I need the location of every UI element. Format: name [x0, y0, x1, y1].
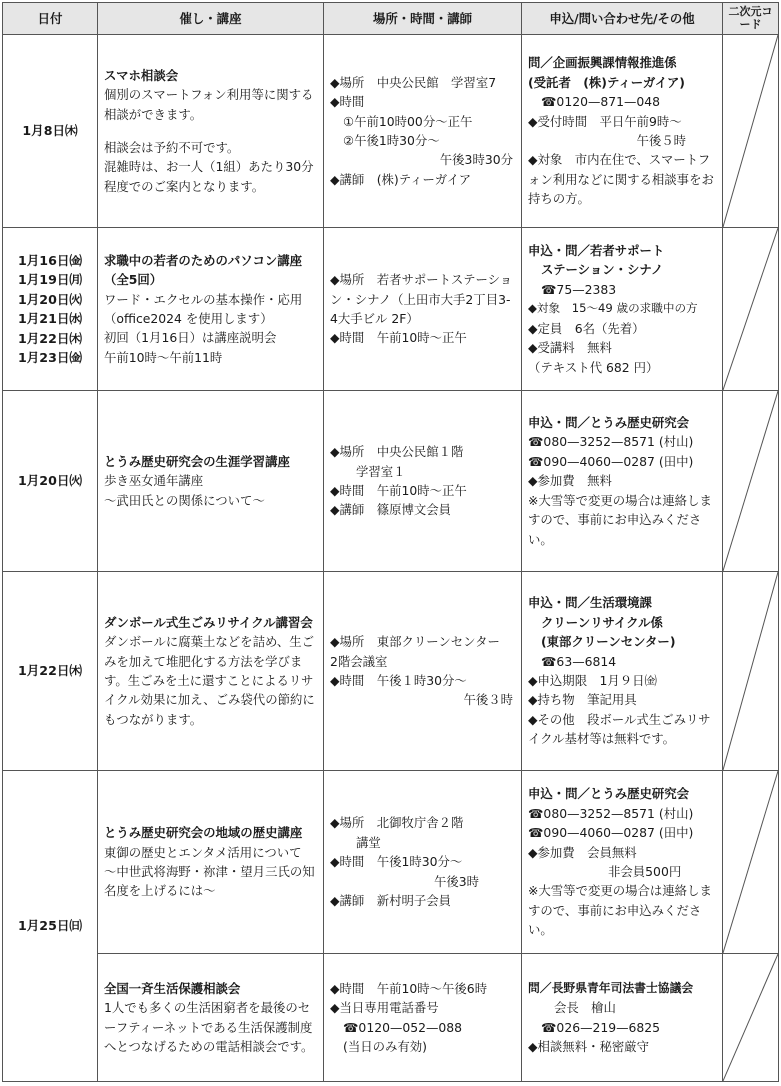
place-line: 午後3時30分	[439, 152, 513, 168]
contact-line: 午後５時	[636, 133, 686, 148]
qr-code-cell	[723, 228, 779, 391]
table-row	[3, 391, 779, 572]
event-body: 1人でも多くの生活困窮者を最後のセーフティーネットである生活保護制度へとつなげるための電話相談会です。	[104, 1000, 314, 1054]
place-line: 午後３時	[463, 692, 513, 708]
place-line: ◆当日専用電話番号	[330, 1000, 439, 1016]
date-cell	[3, 228, 98, 391]
place-line: 午後3時	[433, 873, 479, 889]
qr-placeholder-slash	[723, 771, 778, 953]
date-text: 1月16日㈮	[17, 252, 83, 268]
event-body: 相談会は予約不可です。	[104, 140, 240, 155]
date-text: 1月25日㈰	[17, 918, 83, 934]
qr-placeholder-slash	[723, 35, 778, 227]
event-title: 求職中の若者のためのパソコン講座（全5回）	[104, 252, 303, 288]
qr-code-cell	[723, 572, 779, 771]
place-line: 学習室１	[356, 463, 406, 479]
place-line: ◆場所 東部クリーンセンター 2階会議室	[330, 634, 513, 669]
place-line: ◆場所 北御牧庁舎２階	[330, 815, 464, 831]
contact-line: クリーンリサイクル係	[541, 614, 663, 630]
contact-line: ◆受講料 無料	[528, 340, 612, 356]
qr-code-cell	[723, 954, 779, 1082]
contact-line: (受託者 (株)ティーガイア)	[528, 74, 685, 90]
event-cell	[98, 391, 324, 572]
place-line: ◆講師 篠原博文会員	[330, 502, 452, 518]
place-cell	[324, 771, 522, 954]
place-line: (当日のみ有効)	[343, 1038, 428, 1054]
contact-line: 問／長野県青年司法書士協議会	[528, 980, 694, 995]
event-body: ～中世武将海野・祢津・望月三氏の知名度を上げるには～	[104, 864, 315, 899]
table-row	[3, 572, 779, 771]
table-row	[3, 228, 779, 391]
place-line: ◆場所 若者サポートステーション・シナノ（上田市大手2丁目3-4大手ビル 2F）	[330, 272, 513, 326]
place-line: ◆時間 午後１時30分～	[330, 673, 467, 688]
contact-cell	[522, 954, 723, 1082]
contact-line: ◆参加費 無料	[528, 473, 612, 489]
contact-line: 申込・問／若者サポート	[528, 243, 665, 259]
event-schedule-sheet	[2, 2, 778, 1082]
place-line: ①午前10時00分～正午	[343, 113, 473, 129]
contact-cell	[522, 228, 723, 391]
place-line: ◆時間	[330, 94, 365, 110]
place-line: ◆時間 午前10時～正午	[330, 330, 467, 346]
contact-line: 申込・問／とうみ歴史研究会	[528, 415, 690, 431]
place-cell	[324, 954, 522, 1082]
contact-phone: ☎090—4060—0287 (田中)	[528, 825, 694, 841]
contact-line: ◆定員 6名（先着）	[528, 320, 645, 336]
contact-line: 非会員500円	[608, 864, 682, 879]
place-line: ◆時間 午前10時～正午	[330, 483, 467, 498]
qr-code-cell	[723, 391, 779, 572]
contact-phone: ☎0120—871—048	[541, 94, 661, 110]
contact-line: ◆相談無料・秘密厳守	[528, 1038, 650, 1054]
place-cell	[324, 35, 522, 228]
table-row	[3, 954, 779, 1082]
date-text: 1月21日㈬	[17, 311, 83, 326]
place-line: ◆時間 午後1時30分～	[330, 854, 463, 870]
contact-phone: ☎75—2383	[541, 281, 617, 297]
contact-line: 会長 檜山	[554, 1000, 616, 1016]
header-place: 場所・時間・講師	[324, 3, 522, 35]
event-body: ダンボールに腐葉土などを詰め、生ごみを加えて堆肥化する方法を学びます。生ごみを土に還すことによるリサイクル効果に加え、ごみ袋代の節約にもつながります。	[104, 634, 315, 727]
date-cell	[3, 771, 98, 1082]
contact-line: ※大雪等で変更の場合は連絡しますので、事前にお申込みください。	[528, 492, 712, 547]
place-cell	[324, 391, 522, 572]
header-contact: 申込/問い合わせ先/その他	[522, 3, 723, 35]
qr-code-cell	[723, 771, 779, 954]
event-body: 初回（1月16日）は講座説明会	[104, 330, 277, 346]
contact-cell	[522, 572, 723, 771]
contact-line: 問／企画振興課情報推進係	[528, 55, 677, 71]
contact-line: （テキスト代 682 円）	[528, 359, 659, 375]
date-text: 1月20日㈫	[17, 473, 83, 489]
contact-phone: ☎026—219—6825	[541, 1019, 661, 1035]
date-text: 1月23日㈮	[17, 350, 83, 365]
date-text: 1月19日㈪	[17, 272, 83, 287]
event-cell	[98, 771, 324, 954]
contact-cell	[522, 391, 723, 572]
event-table	[2, 2, 779, 1082]
contact-line: ◆受付時間 平日午前9時～	[528, 113, 682, 129]
header-date: 日付	[3, 3, 98, 35]
contact-line: ◆参加費 会員無料	[528, 844, 637, 860]
table-header-row	[3, 3, 779, 35]
contact-phone: ☎080—3252—8571 (村山)	[528, 434, 694, 450]
event-title: スマホ相談会	[104, 67, 179, 83]
qr-placeholder-slash	[723, 572, 778, 770]
event-body: 東御の歴史とエンタメ活用について	[104, 844, 302, 860]
qr-placeholder-slash	[723, 228, 778, 390]
contact-phone: ☎63—6814	[541, 653, 617, 669]
place-line: ②午後1時30分～	[343, 133, 440, 148]
event-body: 混雑時は、お一人（1組）あたり30分程度でのご案内となります。	[104, 159, 314, 194]
date-text: 1月8日㈭	[22, 123, 78, 139]
header-code: 二次元コード	[723, 3, 779, 35]
contact-line: ステーション・シナノ	[541, 262, 664, 278]
contact-line: ◆対象 市内在住で、スマートフォン利用などに関する相談事をお持ちの方。	[528, 152, 714, 207]
event-cell	[98, 228, 324, 391]
contact-line: (東部クリーンセンター)	[541, 634, 676, 650]
qr-placeholder-slash	[723, 954, 778, 1081]
contact-cell	[522, 35, 723, 228]
event-body: ワード・エクセルの基本操作・応用（office2024 を使用します）	[104, 291, 303, 326]
place-line: ◆場所 中央公民館１階	[330, 444, 464, 460]
contact-line: 申込・問／とうみ歴史研究会	[528, 786, 690, 802]
contact-phone: ☎080—3252—8571 (村山)	[528, 805, 694, 821]
contact-line: 申込・問／生活環境課	[528, 595, 652, 611]
contact-line: ◆持ち物 筆記用具	[528, 692, 637, 708]
event-body: ～武田氏との関係について～	[104, 492, 265, 508]
place-cell	[324, 572, 522, 771]
place-cell	[324, 228, 522, 391]
date-text: 1月20日㈫	[17, 291, 83, 307]
event-cell	[98, 35, 324, 228]
qr-code-cell	[723, 35, 779, 228]
event-body: 歩き巫女通年講座	[104, 473, 204, 489]
place-line: ◆講師 新村明子会員	[330, 893, 452, 909]
place-line: ◆場所 中央公民館 学習室7	[330, 74, 497, 90]
date-cell	[3, 391, 98, 572]
contact-line: ◆その他 段ボール式生ごみリサイクル基材等は無料です。	[528, 711, 711, 747]
place-line: 講堂	[356, 834, 381, 850]
event-cell	[98, 954, 324, 1082]
date-text: 1月22日㈭	[17, 663, 83, 679]
date-cell	[3, 572, 98, 771]
header-event: 催し・講座	[98, 3, 324, 35]
place-line: ◆講師 (株)ティーガイア	[330, 171, 472, 187]
date-cell	[3, 35, 98, 228]
event-title: とうみ歴史研究会の地域の歴史講座	[104, 825, 303, 841]
contact-line: ※大雪等で変更の場合は連絡しますので、事前にお申込みください。	[528, 883, 712, 938]
event-body: 個別のスマートフォン利用等に関する相談ができます。	[104, 87, 314, 122]
event-cell	[98, 572, 324, 771]
event-title: 全国一斉生活保護相談会	[104, 980, 241, 996]
place-line: ◆時間 午前10時～午後6時	[330, 980, 488, 996]
contact-line: ◆対象 15～49 歳の求職中の方	[528, 301, 698, 316]
date-text: 1月22日㈭	[17, 330, 83, 346]
table-row	[3, 771, 779, 954]
table-row	[3, 35, 779, 228]
qr-placeholder-slash	[723, 391, 778, 571]
contact-line: ◆申込期限 1月９日㈮	[528, 673, 657, 688]
contact-cell	[522, 771, 723, 954]
event-title: とうみ歴史研究会の生涯学習講座	[104, 453, 290, 469]
event-body: 午前10時～午前11時	[104, 349, 223, 365]
place-phone: ☎0120—052—088	[343, 1019, 463, 1035]
event-title: ダンボール式生ごみリサイクル講習会	[104, 614, 313, 630]
contact-phone: ☎090—4060—0287 (田中)	[528, 453, 694, 469]
